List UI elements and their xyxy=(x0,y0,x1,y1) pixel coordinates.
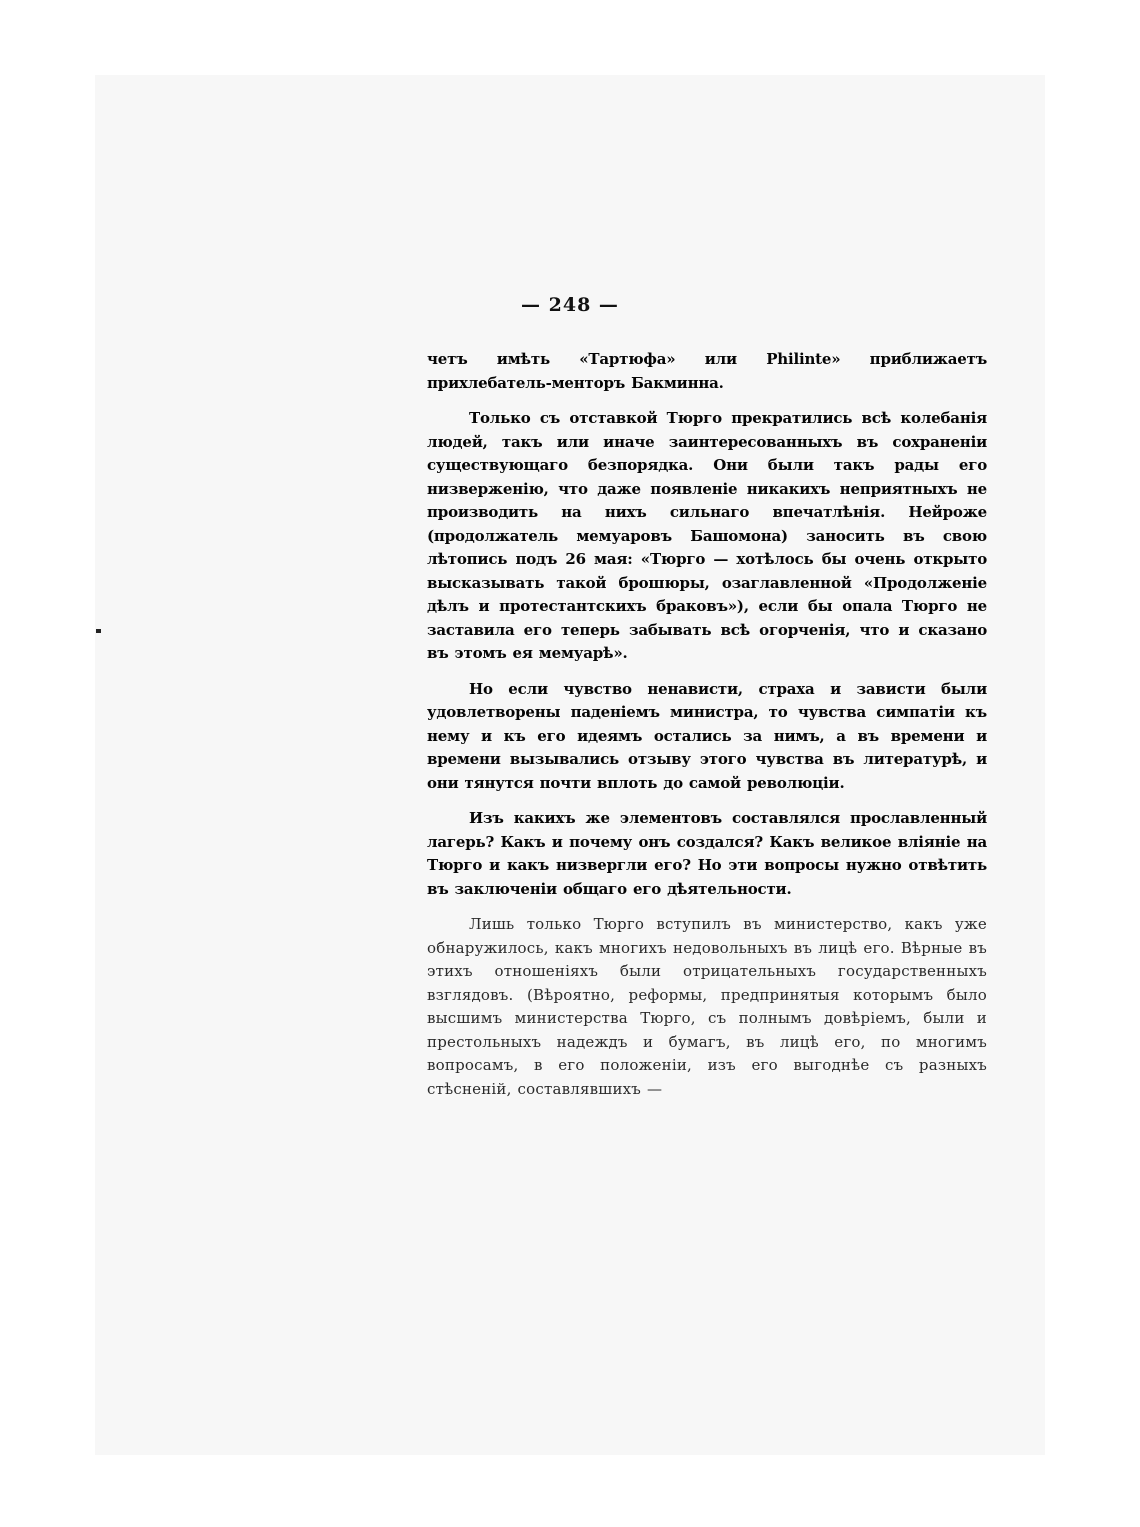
paragraph-2: Только съ отставкой Тюрго прекратились всѣ колебанія людей, такъ или иначе заинтересованныхъ въ сохраненіи существующаго безпорядка. Они были такъ рады его низверженію, что даже появленіе никакихъ неприятныхъ не производить на нихъ сильнаго впечатлѣнія. Нейроже (продолжатель мемуаровъ Башомона) заносить въ свою лѣтопись подъ 26 мая: «Тюрго — хотѣлось бы очень открыто высказывать такой брошюры, озаглавленной «Продолженіе дѣлъ и протестантскихъ браковъ»), если бы опала Тюрго не заставила его теперь забывать всѣ огорченія, что и сказано въ этомъ ея мемуарѣ». xyxy=(427,409,987,662)
body-text xyxy=(427,348,987,1113)
paragraph-1: четъ имѣть «Тартюфа» или Philinte» приближаетъ прихлебатель-менторъ Бакминна. xyxy=(427,350,987,392)
paragraph-3: Но если чувство ненависти, страха и зависти были удовлетворены паденіемъ министра, то чувства симпатіи къ нему и къ его идеямъ остались за нимъ, а въ времени и времени вызывались отзыву этого чувства въ литературѣ, и они тянутся почти вплоть до самой революціи. xyxy=(427,679,987,792)
paragraph-5: Лишь только Тюрго вступилъ въ министерство, какъ уже обнаружилось, какъ многихъ недовольныхъ въ лицѣ его. Вѣрные въ этихъ отношеніяхъ были отрицательныхъ государственныхъ взглядовъ. (Вѣроятно, реформы, предпринятыя которымъ было высшимъ министерства Тюрго, съ полнымъ довѣріемъ, были и престольныхъ надеждъ и бумагъ, въ лицѣ его, по многимъ вопросамъ, в его положеніи, изъ его выгоднѣе съ разныхъ стѣсненій, составлявшихъ — xyxy=(427,915,987,1098)
paragraph-4: Изъ какихъ же элементовъ составлялся прославленный лагерь? Какъ и почему онъ создался? Какъ великое вліяніе на Тюрго и какъ низвергли его? Но эти вопросы нужно отвѣтить въ заключеніи общаго его дѣятельности. xyxy=(427,809,987,898)
scan-speck xyxy=(96,629,101,633)
page-number: — 248 — xyxy=(521,294,619,316)
